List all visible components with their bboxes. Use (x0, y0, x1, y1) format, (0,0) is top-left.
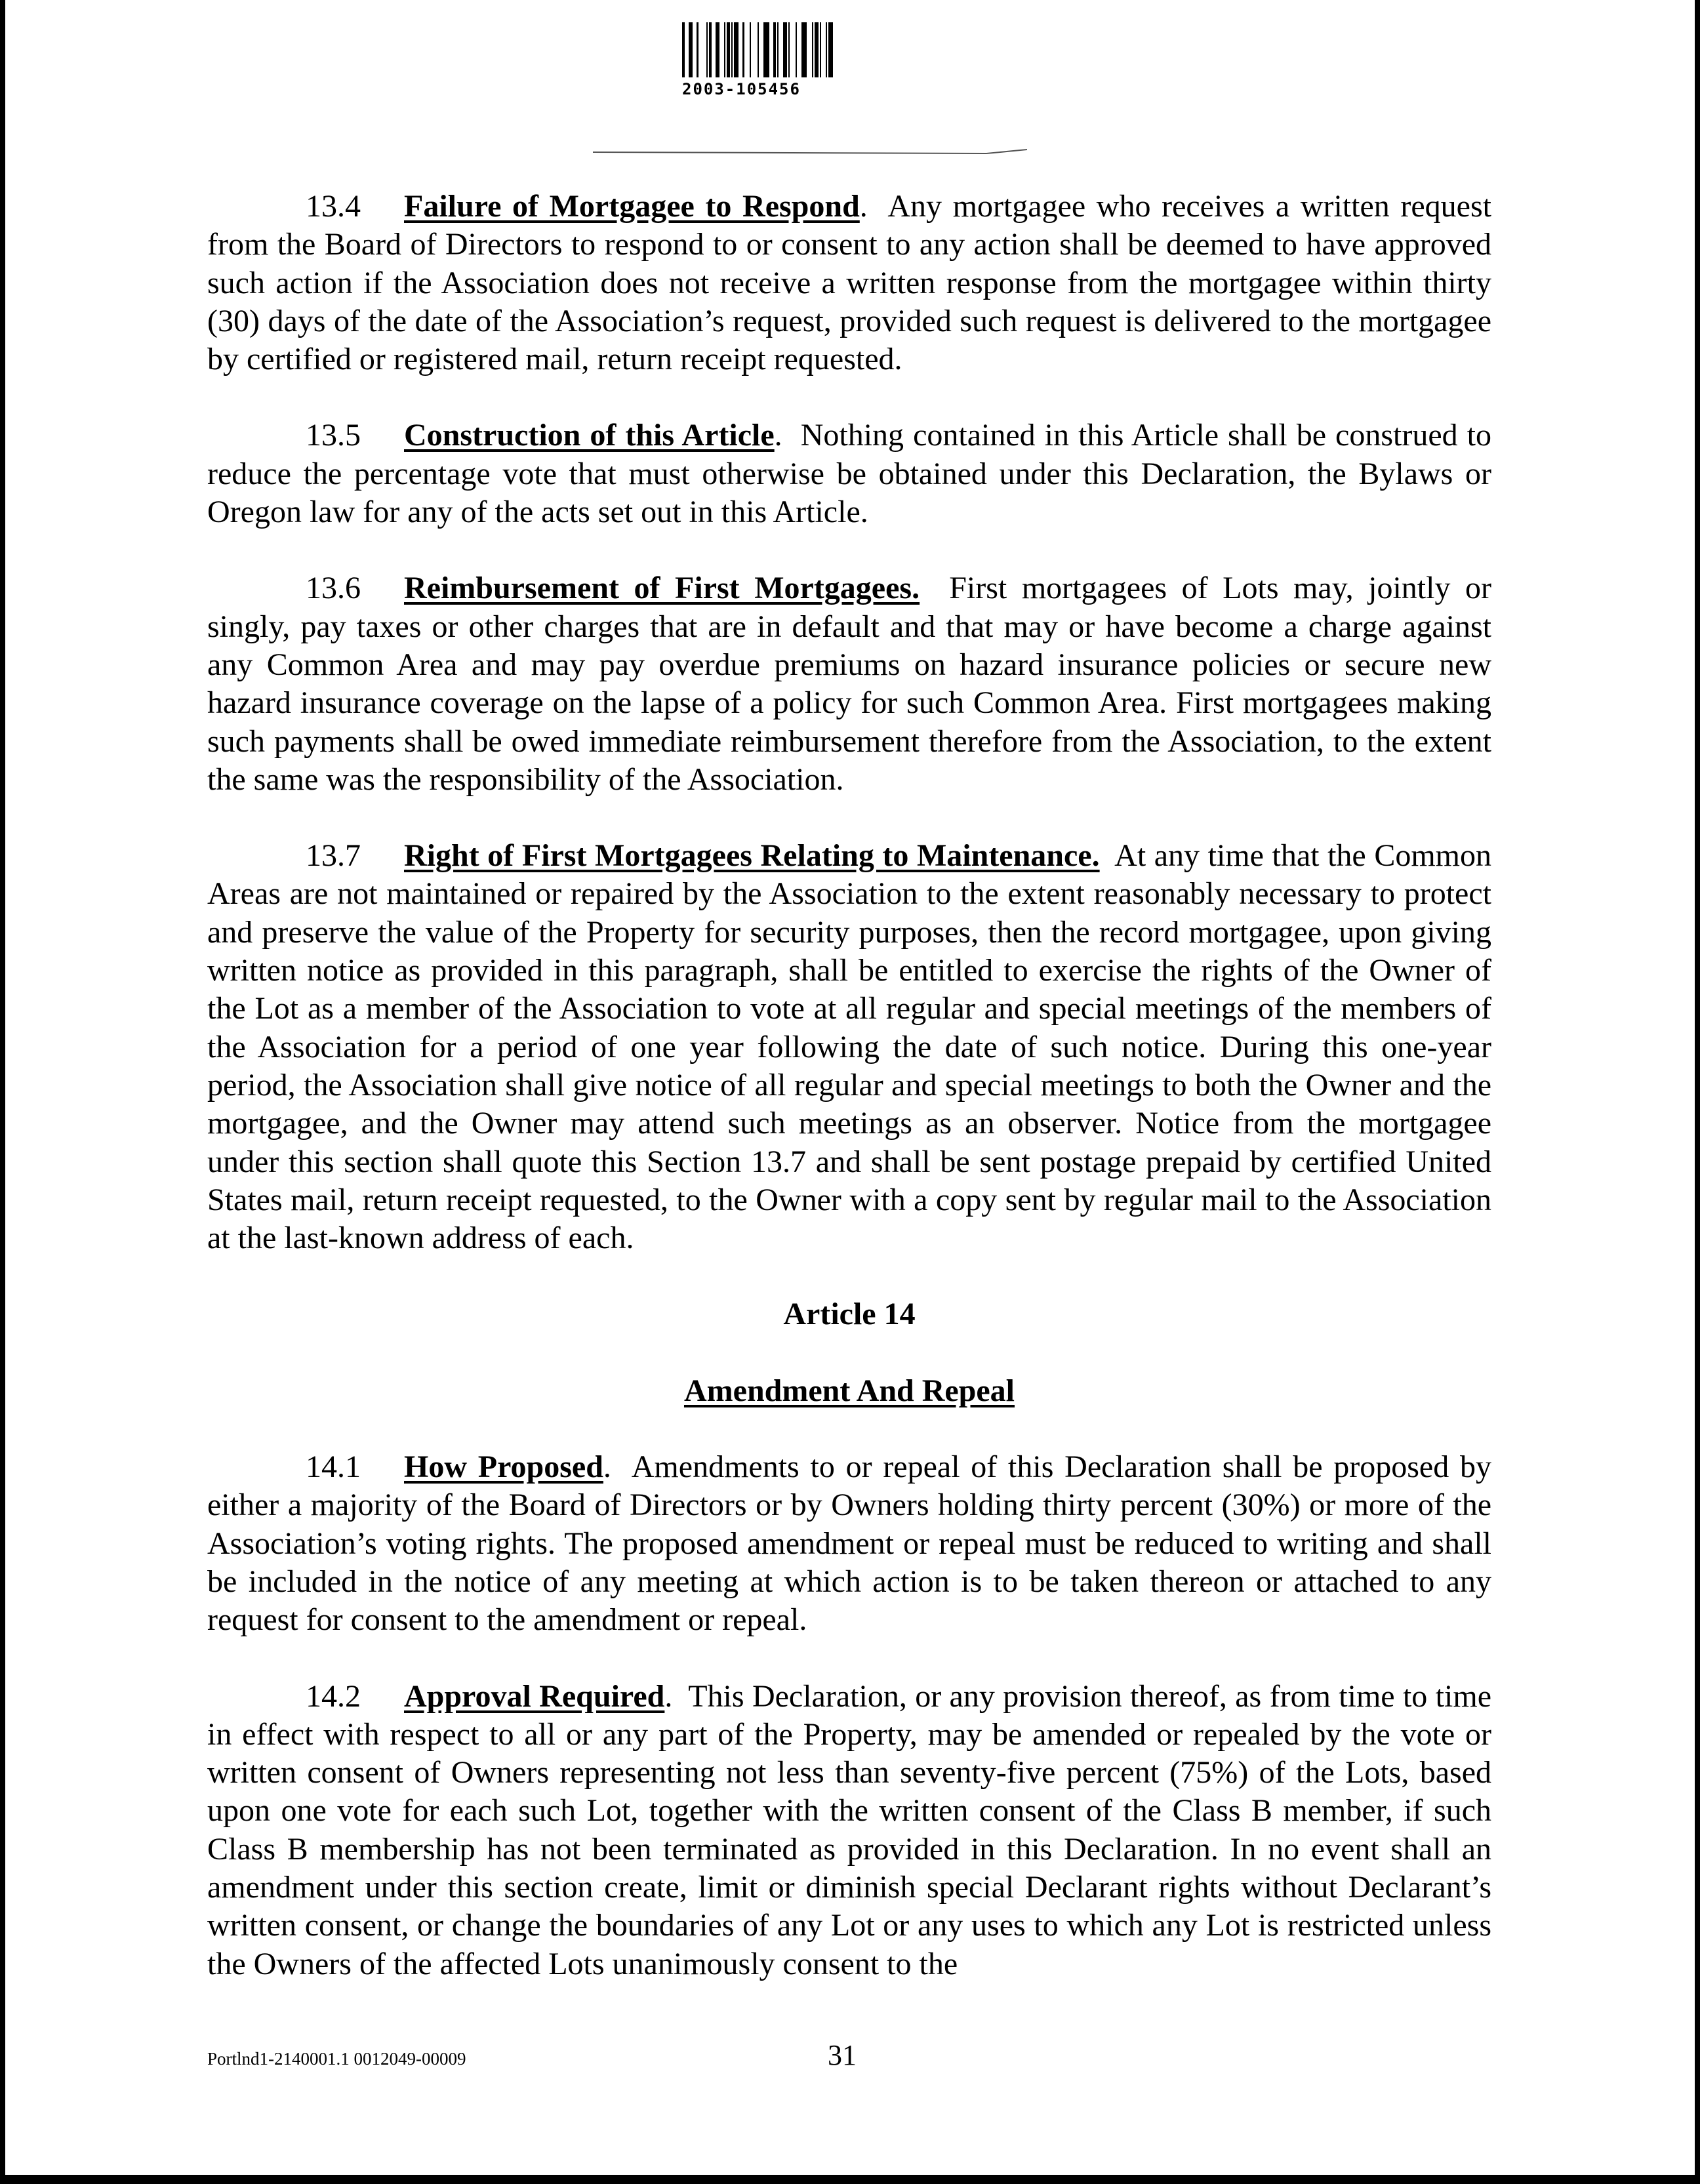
section-heading: Failure of Mortgagee to Respond (404, 189, 860, 224)
scan-border-left (0, 0, 5, 2184)
page-number: 31 (828, 2039, 857, 2071)
section-heading: Reimbursement of First Mortgagees. (404, 571, 920, 606)
section-text: At any time that the Common Areas are not maintained or repaired by the Association to the extent reasonably necessary to protect and preserve the value of the Property for security purposes, then the record mortgagee, upon giving written notice as provided in this paragraph, shall be entitled to exercise the rights of the Owner of the Lot as a member of the Association to vote at all regular and special meetings of the members of the Association for a period of one year following the date of such notice. During this one-year period, the Association shall give notice of all regular and special meetings to both the Owner and the mortgagee, and the Owner may attend such meetings as an observer. Notice from the mortgagee under this section shall quote this Section 13.7 and shall be sent postage prepaid by certified United States mail, return receipt requested, to the Owner with a copy sent by regular mail to the Association at the last-known address of each. (207, 838, 1492, 1256)
section-text: Any mortgagee who receives a written request from the Board of Directors to respond to or consent to any action shall be deemed to have approved such action if the Association does not receive a written response from the mortgagee within thirty (30) days of the date of the Association’s request, provided such request is delivered to the mortgagee by certified or registered mail, return receipt requested. (207, 189, 1492, 377)
section-number: 13.6 (306, 571, 361, 606)
document-body (207, 188, 1491, 2021)
section-number: 13.4 (306, 189, 361, 224)
section-13-5: 13.5 Construction of this Article. Nothing contained in this Article shall be construed to reduce the percentage vote that must otherwise be obtained under this Declaration, the Bylaws or Oregon law for any of the acts set out in this Article. (207, 418, 1492, 530)
barcode-number: 2003-105456 (682, 80, 801, 98)
section-14-2: 14.2 Approval Required. This Declaration, or any provision thereof, as from time to time in effect with respect to all or any part of the Property, may be amended or repealed by the vote or written consent of Owners representing not less than seventy-five percent (75%) of the Lots, based upon one vote for each such Lot, together with the written consent of the Class B member, if such Class B membership has not been terminated as provided in this Declaration. In no event shall an amendment under this section create, limit or diminish special Declarant rights without Declarant’s written consent, or change the boundaries of any Lot or any uses to which any Lot is restricted unless the Owners of the affected Lots unanimously consent to the (207, 1678, 1491, 1981)
section-heading: Construction of this Article (404, 418, 775, 453)
section-number: 13.5 (306, 418, 361, 453)
article-subtitle: Amendment And Repeal (683, 1373, 1015, 1408)
footer-doc-id: Portlnd1-2140001.1 0012049-00009 (207, 2049, 466, 2069)
section-13-7 (207, 837, 1491, 1257)
section-heading: Right of First Mortgagees Relating to Maintenance. (404, 838, 1100, 874)
section-13-6 (207, 569, 1491, 799)
scan-border-bottom (0, 2175, 1700, 2184)
section-number: 13.7 (306, 838, 361, 874)
section-14-1: 14.1 How Proposed. Amendments to or repeal of this Declaration shall be proposed by either a majority of the Board of Directors or by Owners holding thirty percent (30%) or more of the Association’s voting rights. The proposed amendment or repeal must be reduced to writing and shall be included in the notice of any meeting at which action is to be taken thereon or attached to any request for consent to the amendment or repeal. (207, 1449, 1491, 1638)
barcode-icon (682, 22, 979, 83)
scan-border-right (1695, 0, 1700, 2184)
section-text: First mortgagees of Lots may, jointly or singly, pay taxes or other charges that are in default and that may or have become a charge against any Common Area and may pay overdue premiums on hazard insurance policies or secure new hazard insurance coverage on the lapse of a policy for such Common Area. First mortgagees making such payments shall be owed immediate reimbursement therefore from the Association, to the extent the same was the responsibility of the Association. (207, 571, 1492, 797)
section-text: Nothing contained in this Article shall be construed to reduce the percentage vote that must otherwise be obtained under this Declaration, the Bylaws or Oregon law for any of the acts set out in this Article. (207, 418, 1492, 530)
section-number: 14.2 (306, 1678, 361, 1714)
section-text: Amendments to or repeal of this Declaration shall be proposed by either a majority of the Board of Directors or by Owners holding thirty percent (30%) or more of the Association’s voting rights. The proposed amendment or repeal must be reduced to writing and shall be included in the notice of any meeting at which action is to be taken thereon or attached to any request for consent to the amendment or repeal. (207, 1449, 1491, 1638)
section-heading: Approval Required (404, 1678, 665, 1714)
section-13-4: 13.4 Failure of Mortgagee to Respond. Any mortgagee who receives a written request from the Board of Directors to respond to or consent to any action shall be deemed to have approved such action if the Association does not receive a written response from the mortgagee within thirty (30) days of the date of the Association’s request, provided such request is delivered to the mortgagee by certified or registered mail, return receipt requested. (207, 189, 1492, 377)
recording-rule-line (593, 147, 1027, 160)
section-heading: How Proposed (404, 1449, 603, 1485)
article-title: Article 14 (783, 1297, 916, 1332)
section-number: 14.1 (306, 1449, 361, 1485)
section-text: This Declaration, or any provision thereof, as from time to time in effect with respect to all or any part of the Property, may be amended or repealed by the vote or written consent of Owners representing not less than seventy-five percent (75%) of the Lots, based upon one vote for each such Lot, together with the written consent of the Class B member, if such Class B membership has not been terminated as provided in this Declaration. In no event shall an amendment under this section create, limit or diminish special Declarant rights without Declarant’s written consent, or change the boundaries of any Lot or any uses to which any Lot is restricted unless the Owners of the affected Lots unanimously consent to the (207, 1678, 1491, 1981)
